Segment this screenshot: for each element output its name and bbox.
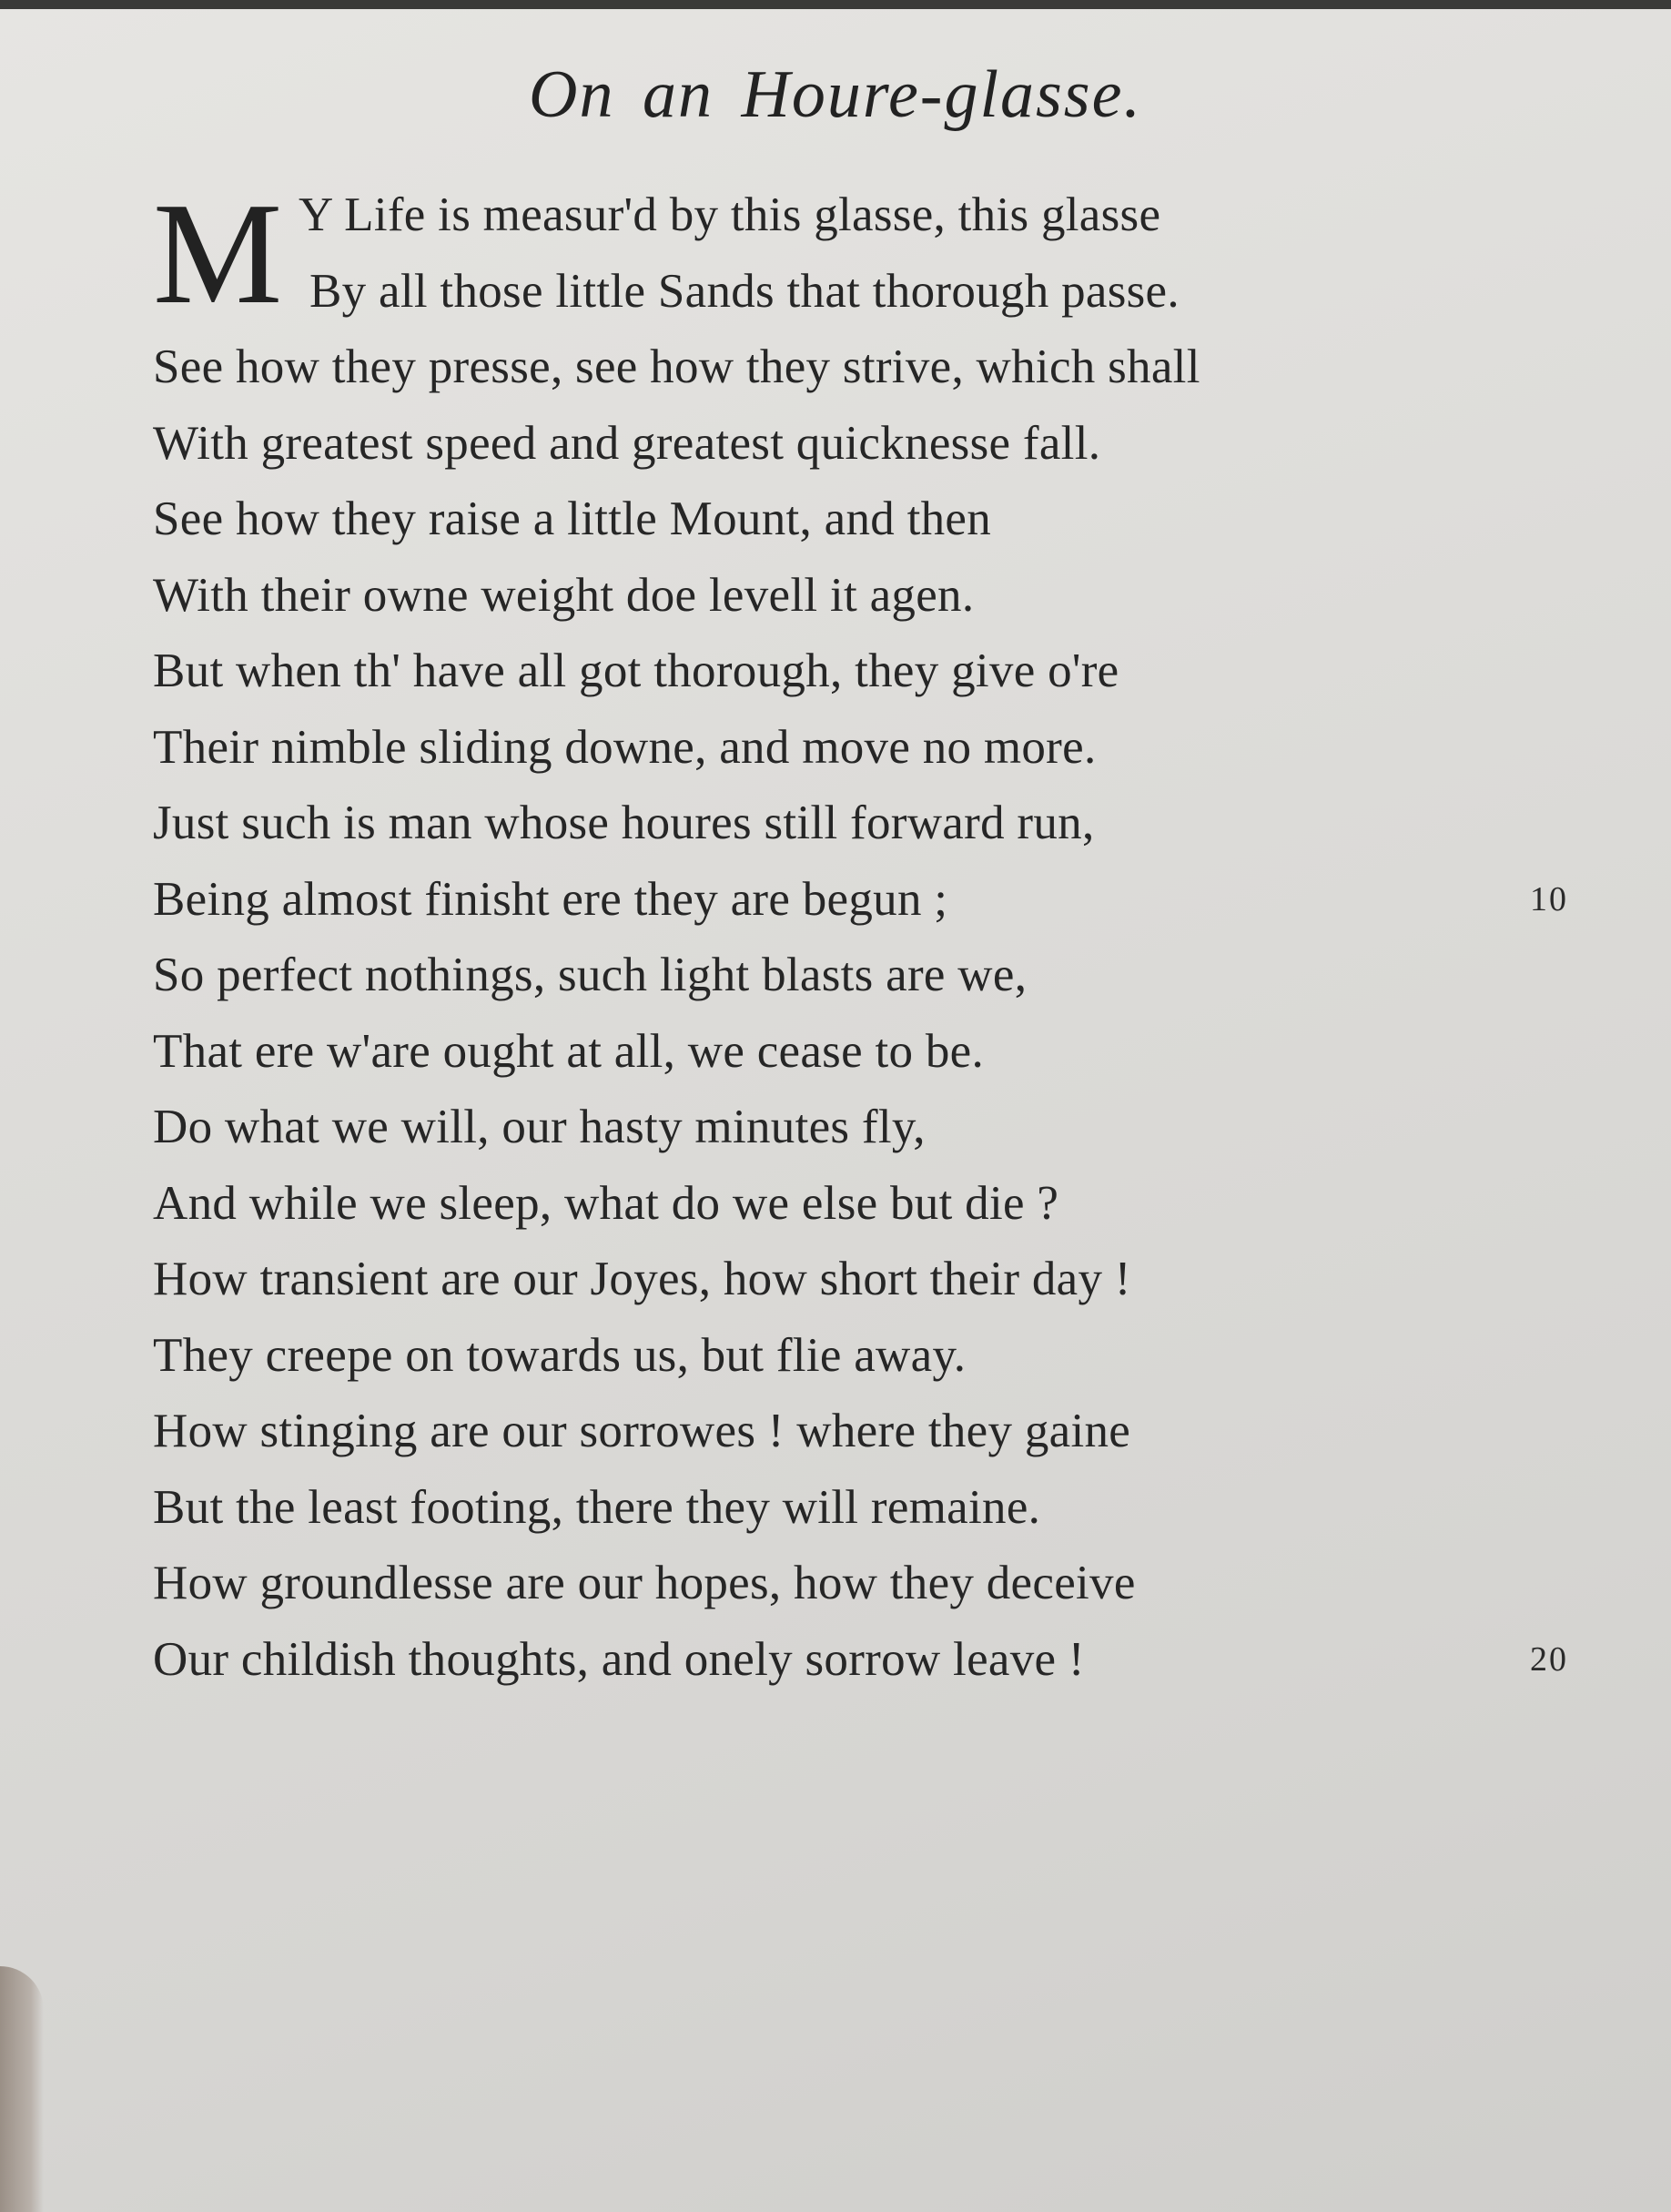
poem-line-12: That ere w'are ought at all, we cease to be. [153, 1024, 985, 1078]
poem-line-5: See how they raise a little Mount, and then [153, 492, 992, 545]
poem-line-10 [153, 862, 1573, 939]
poem-line-2: By all those little Sands that thorough passe. [309, 264, 1180, 318]
poem-line-10-text: Being almost finisht ere they are begun ; [153, 872, 948, 926]
line-number-10: 10 [1530, 879, 1568, 918]
poem-line-15: How transient are our Joyes, how short their day ! [153, 1253, 1131, 1305]
poem-line-18: But the least footing, there they will remaine. [153, 1480, 1041, 1534]
drop-capital: M [153, 172, 283, 334]
poem-line-20-text: Our childish thoughts, and onely sorrow leave ! [153, 1632, 1085, 1686]
poem-line-4: With greatest speed and greatest quicknesse fall. [153, 416, 1101, 470]
line-number-20: 20 [1530, 1639, 1568, 1679]
thumb-shadow [0, 1966, 44, 2212]
poem-line-8: Their nimble sliding downe, and move no more. [153, 720, 1097, 774]
poem-line-7: But when th' have all got thorough, they give o're [153, 644, 1119, 697]
poem-line-6: With their owne weight doe levell it agen. [153, 568, 975, 622]
poem-line-9: Just such is man whose houres still forward run, [153, 797, 1095, 849]
poem-line-20 [153, 1622, 1573, 1699]
poem-line-14: And while we sleep, what do we else but die ? [153, 1176, 1059, 1230]
poem-line-19: How groundlesse are our hopes, how they deceive [153, 1557, 1136, 1609]
poem-line-11: So perfect nothings, such light blasts are we, [153, 949, 1028, 1001]
poem-line-16: They creepe on towards us, but flie away. [153, 1328, 967, 1382]
poem-title: On an Houre-glasse. [529, 57, 1142, 132]
poem-line-17: How stinging are our sorrowes ! where they gaine [153, 1405, 1131, 1457]
poem-line-13: Do what we will, our hasty minutes fly, [153, 1101, 926, 1153]
page-top-edge [0, 0, 1671, 9]
poem-body [153, 172, 1573, 1698]
poem-line-1-text: Y Life is measur'd by this glasse, this glasse [299, 188, 1161, 241]
poem-line-3: See how they presse, see how they strive, which shall [153, 340, 1200, 393]
